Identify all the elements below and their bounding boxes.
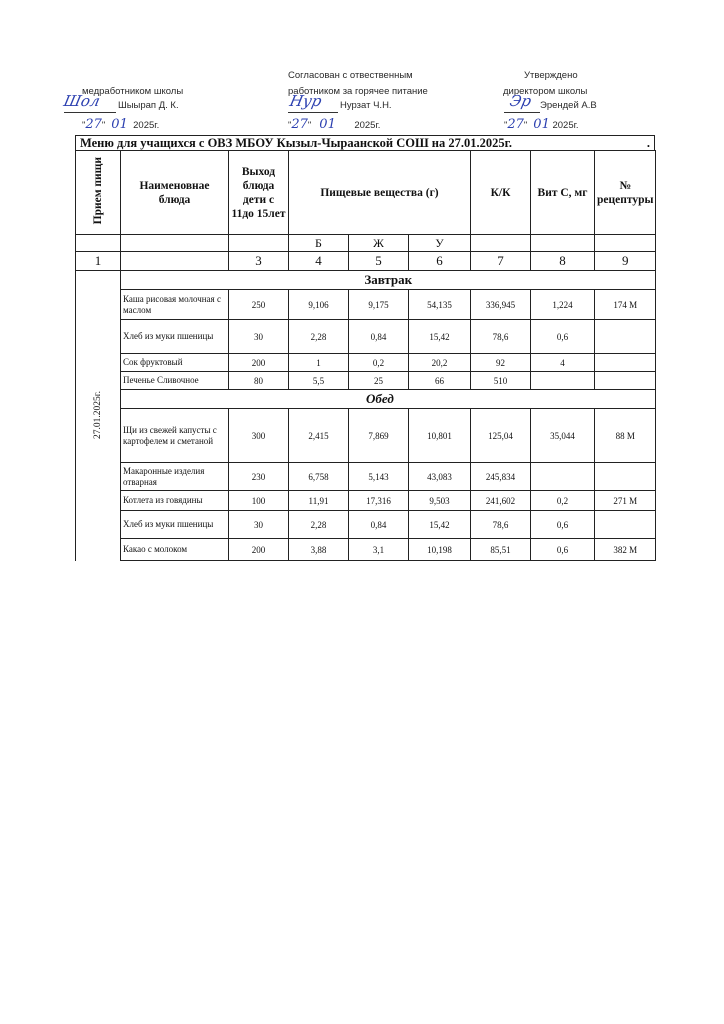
fat: 5,143: [349, 463, 409, 491]
right-date: "27" 01 2025г.: [504, 117, 579, 132]
table-row: [76, 290, 656, 320]
fat: 17,316: [349, 491, 409, 511]
recipe-number: [595, 372, 656, 390]
fat: 9,175: [349, 290, 409, 320]
vitamin-c: 35,044: [531, 409, 595, 463]
portion: 250: [229, 290, 289, 320]
column-number: 9: [595, 252, 656, 271]
vitamin-c: 1,224: [531, 290, 595, 320]
menu-table: [75, 150, 656, 561]
recipe-number: 174 М: [595, 290, 656, 320]
column-number: 1: [76, 252, 121, 271]
protein: 2,28: [289, 511, 349, 539]
sub-header-row: [76, 235, 656, 252]
col-header-recipe: № рецептуры: [595, 151, 656, 235]
fat: 3,1: [349, 539, 409, 561]
kcal: 78,6: [471, 511, 531, 539]
col-header-meal: Прием пищи: [76, 151, 121, 235]
protein: 9,106: [289, 290, 349, 320]
column-number: 6: [409, 252, 471, 271]
sub-header-carbs: У: [409, 235, 471, 252]
portion: 300: [229, 409, 289, 463]
left-signature: Шол: [62, 92, 102, 110]
left-date-year: 2025г.: [133, 120, 160, 131]
carbs: 15,42: [409, 320, 471, 354]
middle-date-year: 2025г.: [354, 120, 381, 131]
vitamin-c: 4: [531, 354, 595, 372]
section-title: Обед: [121, 390, 656, 409]
carbs: 10,198: [409, 539, 471, 561]
dish-name: Печенье Сливочное: [121, 372, 229, 390]
column-number-row: [76, 252, 656, 271]
portion: 230: [229, 463, 289, 491]
menu-title-row: [75, 135, 655, 151]
right-date-year: 2025г.: [552, 120, 579, 131]
right-date-day: 27: [507, 117, 524, 132]
col-header-dish: Наименовнае блюда: [121, 151, 229, 235]
carbs: 20,2: [409, 354, 471, 372]
right-approver-title-1: Утверждено: [524, 70, 578, 81]
kcal: 78,6: [471, 320, 531, 354]
right-signature: Эр: [508, 92, 534, 110]
right-approver-name: Эрендей А.В: [540, 100, 597, 111]
dish-name: Макаронные изделия отварная: [121, 463, 229, 491]
vitamin-c: [531, 372, 595, 390]
recipe-number: [595, 354, 656, 372]
dish-name: Сок фруктовый: [121, 354, 229, 372]
table-row: [76, 491, 656, 511]
column-number: 7: [471, 252, 531, 271]
right-approver-title-2: директором школы: [503, 86, 588, 97]
protein: 11,91: [289, 491, 349, 511]
kcal: 336,945: [471, 290, 531, 320]
middle-date-day: 27: [291, 117, 308, 132]
fat: 0,84: [349, 320, 409, 354]
carbs: 43,083: [409, 463, 471, 491]
kcal: 245,834: [471, 463, 531, 491]
dish-name: Котлета из говядины: [121, 491, 229, 511]
middle-approver-name: Нурзат Ч.Н.: [340, 100, 392, 111]
column-number: 4: [289, 252, 349, 271]
kcal: 510: [471, 372, 531, 390]
table-row: [76, 463, 656, 491]
header-row: [76, 151, 656, 235]
portion: 200: [229, 354, 289, 372]
protein: 2,415: [289, 409, 349, 463]
carbs: 15,42: [409, 511, 471, 539]
protein: 3,88: [289, 539, 349, 561]
meal-date: 27.01.2025г.: [93, 390, 103, 439]
protein: 2,28: [289, 320, 349, 354]
column-number: 3: [229, 252, 289, 271]
recipe-number: [595, 463, 656, 491]
kcal: 92: [471, 354, 531, 372]
dish-name: Каша рисовая молочная с маслом: [121, 290, 229, 320]
title-dot: .: [646, 136, 650, 150]
recipe-number: 271 М: [595, 491, 656, 511]
fat: 0,84: [349, 511, 409, 539]
left-date-month: 01: [111, 117, 128, 132]
middle-signature: Нур: [288, 92, 324, 110]
signature-line: [64, 112, 116, 113]
protein: 1: [289, 354, 349, 372]
dish-name: Какао с молоком: [121, 539, 229, 561]
col-header-nutrients: Пищевые вещества (г): [289, 151, 471, 235]
section-title: Завтрак: [121, 271, 656, 290]
carbs: 10,801: [409, 409, 471, 463]
fat: 7,869: [349, 409, 409, 463]
kcal: 125,04: [471, 409, 531, 463]
vitamin-c: 0,6: [531, 511, 595, 539]
portion: 100: [229, 491, 289, 511]
sub-header-protein: Б: [289, 235, 349, 252]
dish-name: Хлеб из муки пшеницы: [121, 320, 229, 354]
table-row: [76, 539, 656, 561]
recipe-number: 88 М: [595, 409, 656, 463]
section-row: [76, 271, 656, 290]
menu-title: Меню для учащихся с ОВЗ МБОУ Кызыл-Чыраанской СОШ на 27.01.2025г.: [80, 136, 513, 150]
vitamin-c: 0,6: [531, 320, 595, 354]
dish-name: Хлеб из муки пшеницы: [121, 511, 229, 539]
vitamin-c: 0,2: [531, 491, 595, 511]
table-row: [76, 511, 656, 539]
column-number: 8: [531, 252, 595, 271]
recipe-number: 382 М: [595, 539, 656, 561]
sub-header-fat: Ж: [349, 235, 409, 252]
table-row: [76, 372, 656, 390]
col-header-vitc: Вит С, мг: [531, 151, 595, 235]
middle-date-month: 01: [319, 117, 336, 132]
protein: 5,5: [289, 372, 349, 390]
middle-approver-title-1: Согласован с отвественным: [288, 70, 413, 81]
carbs: 54,135: [409, 290, 471, 320]
left-date: "27" 01 2025г.: [82, 117, 160, 132]
meal-date-cell: [76, 271, 121, 561]
col-header-kcal: К/К: [471, 151, 531, 235]
kcal: 241,602: [471, 491, 531, 511]
left-approver-name: Шыырап Д. К.: [118, 100, 179, 111]
protein: 6,758: [289, 463, 349, 491]
portion: 30: [229, 320, 289, 354]
right-date-month: 01: [533, 117, 550, 132]
section-row: [76, 390, 656, 409]
middle-date: "27" 01 2025г.: [288, 117, 381, 132]
portion: 30: [229, 511, 289, 539]
fat: 0,2: [349, 354, 409, 372]
portion: 200: [229, 539, 289, 561]
middle-approver-title-2: работником за горячее питание: [288, 86, 428, 97]
fat: 25: [349, 372, 409, 390]
col-header-portion: Выход блюда дети с 11до 15лет: [229, 151, 289, 235]
table-row: [76, 320, 656, 354]
signature-line: [504, 112, 540, 113]
carbs: 66: [409, 372, 471, 390]
left-approver-title: медработником школы: [82, 86, 184, 97]
column-number: 5: [349, 252, 409, 271]
vitamin-c: 0,6: [531, 539, 595, 561]
left-date-day: 27: [85, 117, 102, 132]
recipe-number: [595, 320, 656, 354]
table-row: [76, 354, 656, 372]
recipe-number: [595, 511, 656, 539]
kcal: 85,51: [471, 539, 531, 561]
dish-name: Щи из свежей капусты с картофелем и сметаной: [121, 409, 229, 463]
vitamin-c: [531, 463, 595, 491]
carbs: 9,503: [409, 491, 471, 511]
signature-line: [288, 112, 338, 113]
table-row: [76, 409, 656, 463]
portion: 80: [229, 372, 289, 390]
